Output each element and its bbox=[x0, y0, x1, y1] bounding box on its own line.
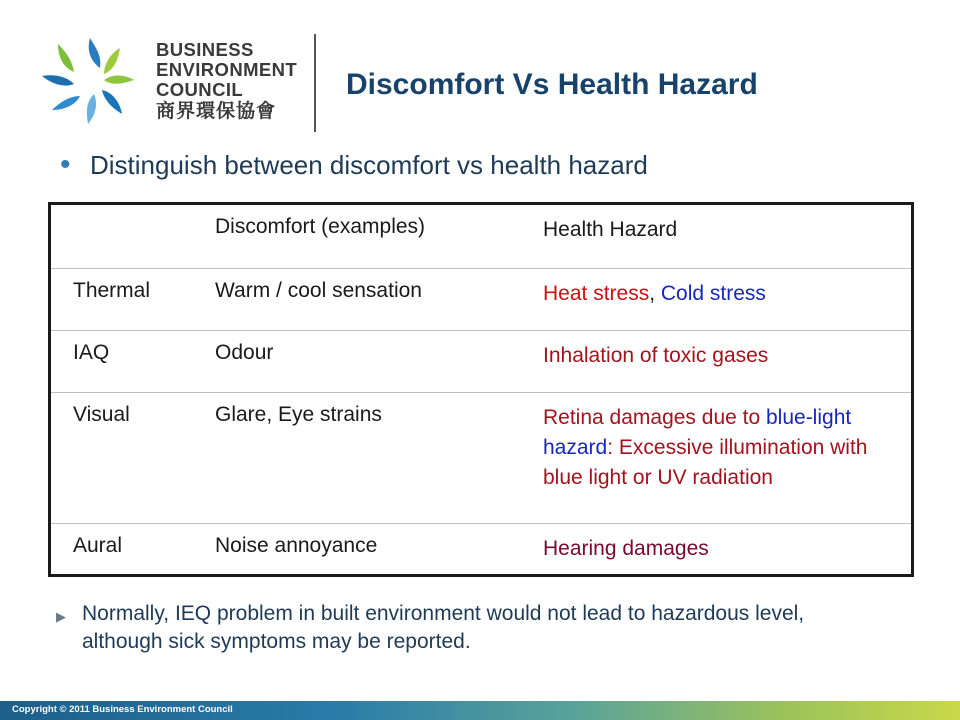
cell-hazard bbox=[517, 269, 913, 331]
arrow-bullet-icon: ▶ bbox=[56, 609, 66, 624]
cold-stress-text: Cold stress bbox=[660, 282, 766, 305]
header-cell-hazard: Health Hazard bbox=[543, 218, 678, 241]
table-header-row bbox=[50, 204, 913, 269]
header-divider bbox=[314, 34, 316, 132]
cell-discomfort: Noise annoyance bbox=[215, 534, 378, 557]
cell-category: Thermal bbox=[73, 279, 151, 302]
header-cell-category bbox=[50, 204, 194, 269]
heat-stress-text: Heat stress bbox=[543, 282, 650, 305]
table-row bbox=[50, 524, 913, 576]
table-row bbox=[50, 331, 913, 393]
cell-discomfort: Odour bbox=[215, 341, 274, 364]
hazard-separator: , bbox=[649, 282, 661, 305]
cell-category: Visual bbox=[73, 403, 130, 426]
logo-pinwheel-icon bbox=[30, 30, 150, 130]
cell-discomfort: Warm / cool sensation bbox=[215, 279, 422, 302]
intro-bullet-text: Distinguish between discomfort vs health hazard bbox=[90, 150, 648, 180]
org-name-cjk: 商界環保協會 bbox=[156, 101, 277, 122]
page-title: Discomfort Vs Health Hazard bbox=[346, 68, 758, 101]
org-name-line-3: COUNCIL bbox=[156, 79, 244, 100]
retina-text: Retina damages due to bbox=[543, 406, 766, 429]
illumination-text: : Excessive illumination with blue light or UV radiation bbox=[543, 436, 868, 489]
header-cell-discomfort: Discomfort (examples) bbox=[215, 215, 426, 238]
blue-light-text: blue-light hazard bbox=[543, 406, 852, 459]
cell-hazard: Inhalation of toxic gases bbox=[543, 344, 769, 367]
table-row bbox=[50, 269, 913, 331]
table-row bbox=[50, 393, 913, 524]
cell-category: IAQ bbox=[73, 341, 110, 364]
org-name bbox=[156, 40, 297, 124]
cell-discomfort: Glare, Eye strains bbox=[215, 403, 382, 426]
bullet-dot-icon: • bbox=[60, 148, 71, 181]
cell-category: Aural bbox=[73, 534, 123, 557]
cell-hazard: Hearing damages bbox=[543, 537, 709, 560]
cell-hazard bbox=[517, 393, 913, 524]
footer-bar bbox=[0, 701, 960, 720]
note-text: Normally, IEQ problem in built environment would not lead to hazardous level, although sick symptoms may be reported. bbox=[82, 602, 805, 653]
copyright-text: Copyright © 2011 Business Environment Council bbox=[12, 704, 233, 715]
comparison-table bbox=[48, 202, 914, 577]
org-name-line-1: BUSINESS bbox=[156, 39, 254, 60]
org-name-line-2: ENVIRONMENT bbox=[156, 59, 298, 80]
